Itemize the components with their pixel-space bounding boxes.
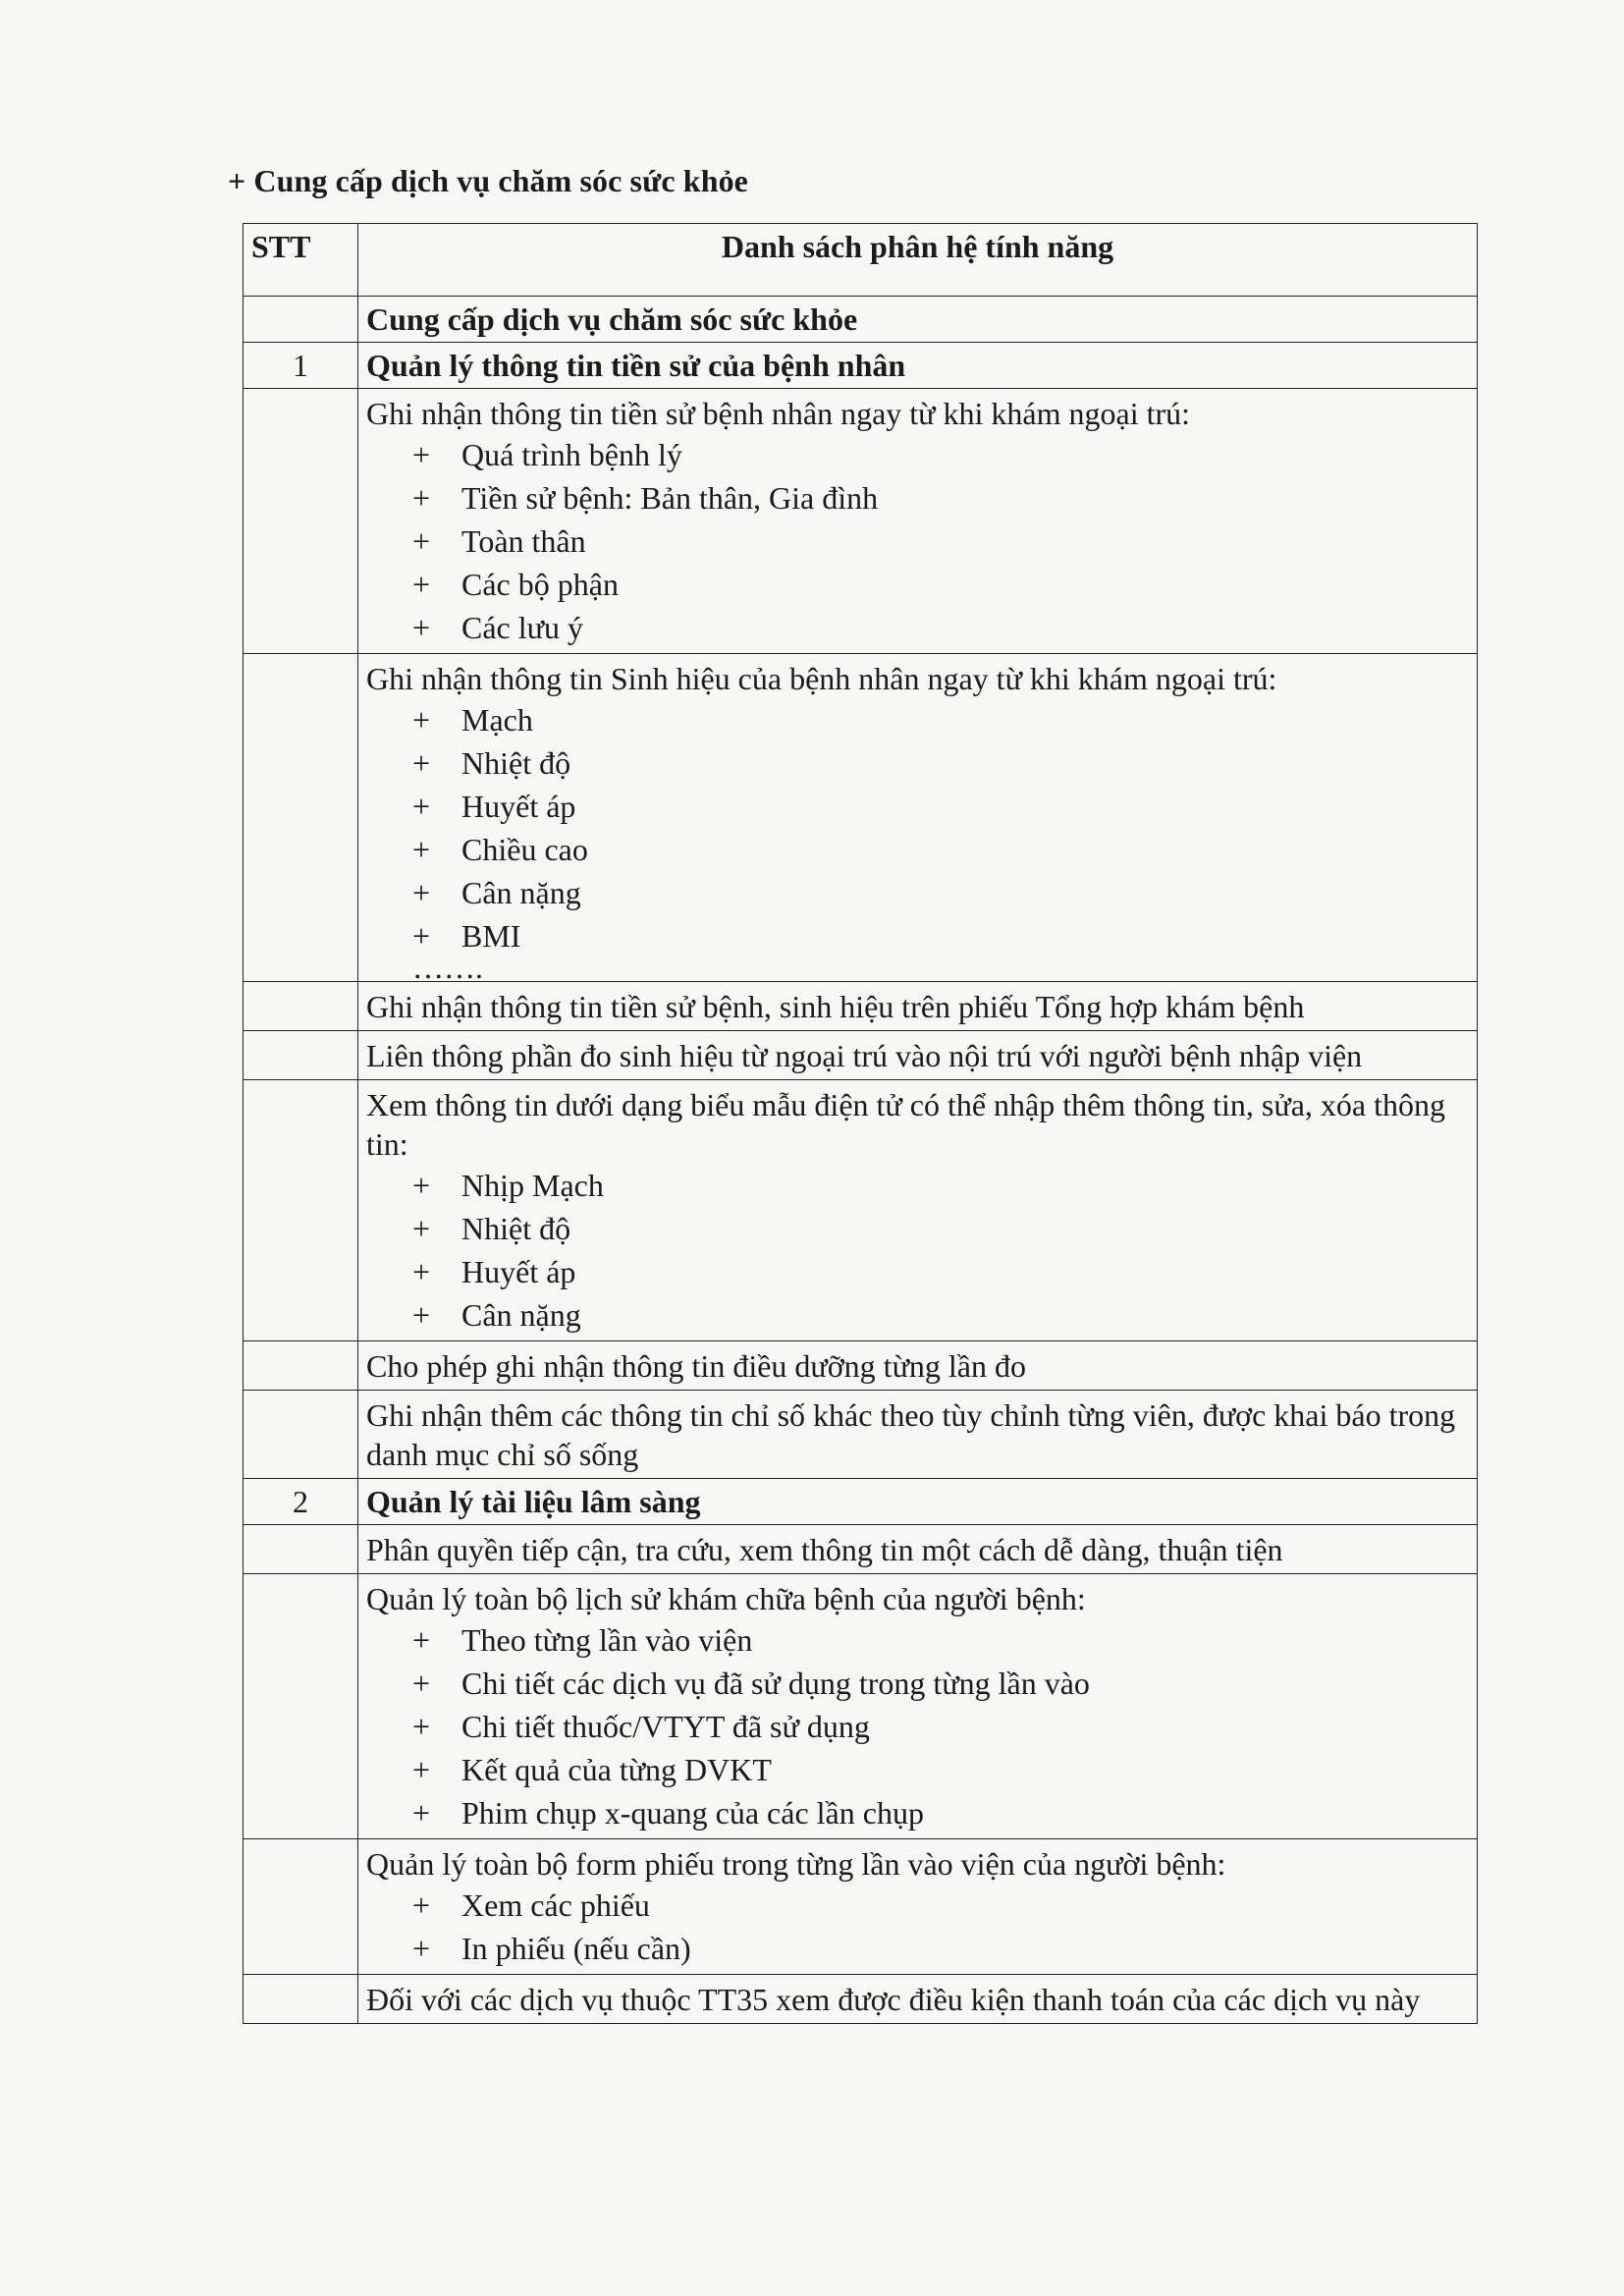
stt-empty-cell (244, 982, 358, 1031)
list-item (366, 519, 1469, 563)
feature-description: Cho phép ghi nhận thông tin điều dưỡng từng lần đo (366, 1348, 1026, 1384)
list-item (366, 828, 1469, 871)
list-item (366, 698, 1469, 741)
list-item-text: Kết quả của từng DVKT (461, 1752, 772, 1787)
table-row (244, 1341, 1478, 1391)
list-item-text: Theo từng lần vào viện (461, 1622, 753, 1658)
feature-description: Liên thông phần đo sinh hiệu từ ngoại trú vào nội trú với người bệnh nhập viện (366, 1038, 1363, 1073)
feature-description: Ghi nhận thêm các thông tin chỉ số khác theo tùy chỉnh từng viên, được khai báo trong danh mục chỉ số sống (366, 1397, 1456, 1472)
table-row (244, 982, 1478, 1031)
stt-number: 2 (244, 1479, 358, 1525)
stt-empty-cell (244, 389, 358, 654)
bullet-plus: + (412, 1931, 431, 1966)
bullet-plus: + (412, 875, 431, 910)
bullet-plus: + (412, 1887, 431, 1923)
bullet-plus: + (412, 1709, 431, 1744)
list-item (366, 1293, 1469, 1337)
list-item-text: BMI (461, 918, 521, 954)
section2-title-row (244, 1479, 1478, 1525)
group-title-row (244, 297, 1478, 343)
list-item-text: Các lưu ý (461, 610, 583, 645)
feature-cell (358, 1080, 1478, 1341)
feature-cell (358, 1031, 1478, 1080)
list-item (366, 785, 1469, 828)
list-item (366, 871, 1469, 914)
list-item-text: In phiếu (nếu cần) (461, 1931, 691, 1966)
stt-empty-cell (244, 1574, 358, 1839)
bullet-plus: + (412, 567, 431, 602)
bullet-list (366, 1164, 1469, 1337)
bullet-plus: + (412, 1211, 431, 1246)
section1-title-row (244, 343, 1478, 389)
list-item (366, 476, 1469, 519)
list-item (366, 1164, 1469, 1207)
table-row (244, 1391, 1478, 1479)
section-heading: + Cung cấp dịch vụ chăm sóc sức khỏe (228, 163, 748, 198)
bullet-plus: + (412, 1168, 431, 1203)
table-row (244, 1975, 1478, 2024)
bullet-plus: + (412, 1297, 431, 1333)
list-item-text: Nhiệt độ (461, 1211, 571, 1246)
bullet-plus: + (412, 437, 431, 472)
list-item-text: Các bộ phận (461, 567, 619, 602)
bullet-plus: + (412, 480, 431, 516)
feature-description: Ghi nhận thông tin Sinh hiệu của bệnh nhân ngay từ khi khám ngoại trú: (366, 661, 1277, 696)
list-item (366, 1927, 1469, 1970)
list-item-text: Mạch (461, 702, 533, 738)
feature-description: Phân quyền tiếp cận, tra cứu, xem thông tin một cách dễ dàng, thuận tiện (366, 1532, 1283, 1567)
bullet-plus: + (412, 610, 431, 645)
bullet-list (366, 1618, 1469, 1834)
list-item (366, 1791, 1469, 1834)
stt-empty-cell (244, 1341, 358, 1391)
feature-description: Xem thông tin dưới dạng biểu mẫu điện tử có thể nhập thêm thông tin, sửa, xóa thông tin: (366, 1087, 1445, 1162)
header-stt: STT (244, 224, 358, 297)
feature-cell (358, 1975, 1478, 2024)
list-item-text: Chi tiết thuốc/VTYT đã sử dụng (461, 1709, 870, 1744)
table-body (244, 297, 1478, 2024)
group-title: Cung cấp dịch vụ chăm sóc sức khỏe (358, 297, 1478, 343)
stt-empty-cell (244, 654, 358, 982)
list-item (366, 1748, 1469, 1791)
feature-cell (358, 982, 1478, 1031)
table-row (244, 1525, 1478, 1574)
feature-cell (358, 1391, 1478, 1479)
bullet-plus: + (412, 832, 431, 867)
list-item (366, 1207, 1469, 1250)
stt-empty-cell (244, 1080, 358, 1341)
stt-empty-cell (244, 1391, 358, 1479)
stt-number: 1 (244, 343, 358, 389)
bullet-plus: + (412, 918, 431, 954)
table-row (244, 1031, 1478, 1080)
bullet-plus: + (412, 702, 431, 738)
feature-cell (358, 389, 1478, 654)
list-item-text: Nhịp Mạch (461, 1168, 604, 1203)
bullet-plus: + (412, 1795, 431, 1831)
table-row (244, 654, 1478, 982)
feature-cell (358, 654, 1478, 985)
bullet-plus: + (412, 1666, 431, 1701)
bullet-list (366, 698, 1469, 957)
list-item-text: Phim chụp x-quang của các lần chụp (461, 1795, 924, 1831)
list-item (366, 1705, 1469, 1748)
bullet-list (366, 433, 1469, 649)
list-item-text: Quá trình bệnh lý (461, 437, 682, 472)
feature-description: Ghi nhận thông tin tiền sử bệnh nhân ngay từ khi khám ngoại trú: (366, 396, 1191, 431)
feature-cell (358, 1525, 1478, 1574)
list-item (366, 1250, 1469, 1293)
bullet-plus: + (412, 745, 431, 781)
ellipsis: ……. (412, 950, 483, 985)
list-item (366, 914, 1469, 957)
list-item (366, 1618, 1469, 1662)
table-row (244, 1839, 1478, 1975)
feature-description: Quản lý toàn bộ lịch sử khám chữa bệnh của người bệnh: (366, 1581, 1086, 1616)
list-item-text: Cân nặng (461, 875, 581, 910)
bullet-list (366, 1884, 1469, 1970)
bullet-plus: + (412, 523, 431, 559)
feature-cell (358, 1839, 1478, 1975)
stt-empty-cell (244, 1839, 358, 1975)
table-row (244, 389, 1478, 654)
list-item-text: Tiền sử bệnh: Bản thân, Gia đình (461, 480, 879, 516)
feature-cell (358, 1341, 1478, 1391)
feature-cell (358, 1574, 1478, 1839)
table-row (244, 1574, 1478, 1839)
header-feature-list: Danh sách phân hệ tính năng (358, 224, 1478, 297)
list-item-text: Cân nặng (461, 1297, 581, 1333)
stt-empty-cell (244, 1031, 358, 1080)
list-item (366, 1662, 1469, 1705)
section1-title: Quản lý thông tin tiền sử của bệnh nhân (358, 343, 1478, 389)
list-item (366, 741, 1469, 785)
list-item-text: Huyết áp (461, 789, 576, 824)
list-item (366, 563, 1469, 606)
table-header-row (244, 224, 1478, 297)
bullet-plus: + (412, 1752, 431, 1787)
list-item-text: Huyết áp (461, 1254, 576, 1289)
list-item-text: Nhiệt độ (461, 745, 571, 781)
list-item-text: Xem các phiếu (461, 1887, 650, 1923)
list-item-text: Chiều cao (461, 832, 588, 867)
group-stt-cell (244, 297, 358, 343)
list-item (366, 606, 1469, 649)
list-item-text: Chi tiết các dịch vụ đã sử dụng trong từng lần vào (461, 1666, 1090, 1701)
bullet-plus: + (412, 789, 431, 824)
feature-description: Quản lý toàn bộ form phiếu trong từng lần vào viện của người bệnh: (366, 1846, 1226, 1882)
feature-description: Đối với các dịch vụ thuộc TT35 xem được điều kiện thanh toán của các dịch vụ này (366, 1982, 1421, 2017)
feature-table (243, 223, 1478, 2024)
section2-title: Quản lý tài liệu lâm sàng (358, 1479, 1478, 1525)
list-item-text: Toàn thân (461, 523, 586, 559)
table-row (244, 1080, 1478, 1341)
feature-description: Ghi nhận thông tin tiền sử bệnh, sinh hiệu trên phiếu Tổng hợp khám bệnh (366, 989, 1305, 1024)
list-item (366, 1884, 1469, 1927)
stt-empty-cell (244, 1525, 358, 1574)
bullet-plus: + (412, 1622, 431, 1658)
stt-empty-cell (244, 1975, 358, 2024)
bullet-plus: + (412, 1254, 431, 1289)
list-item (366, 433, 1469, 476)
